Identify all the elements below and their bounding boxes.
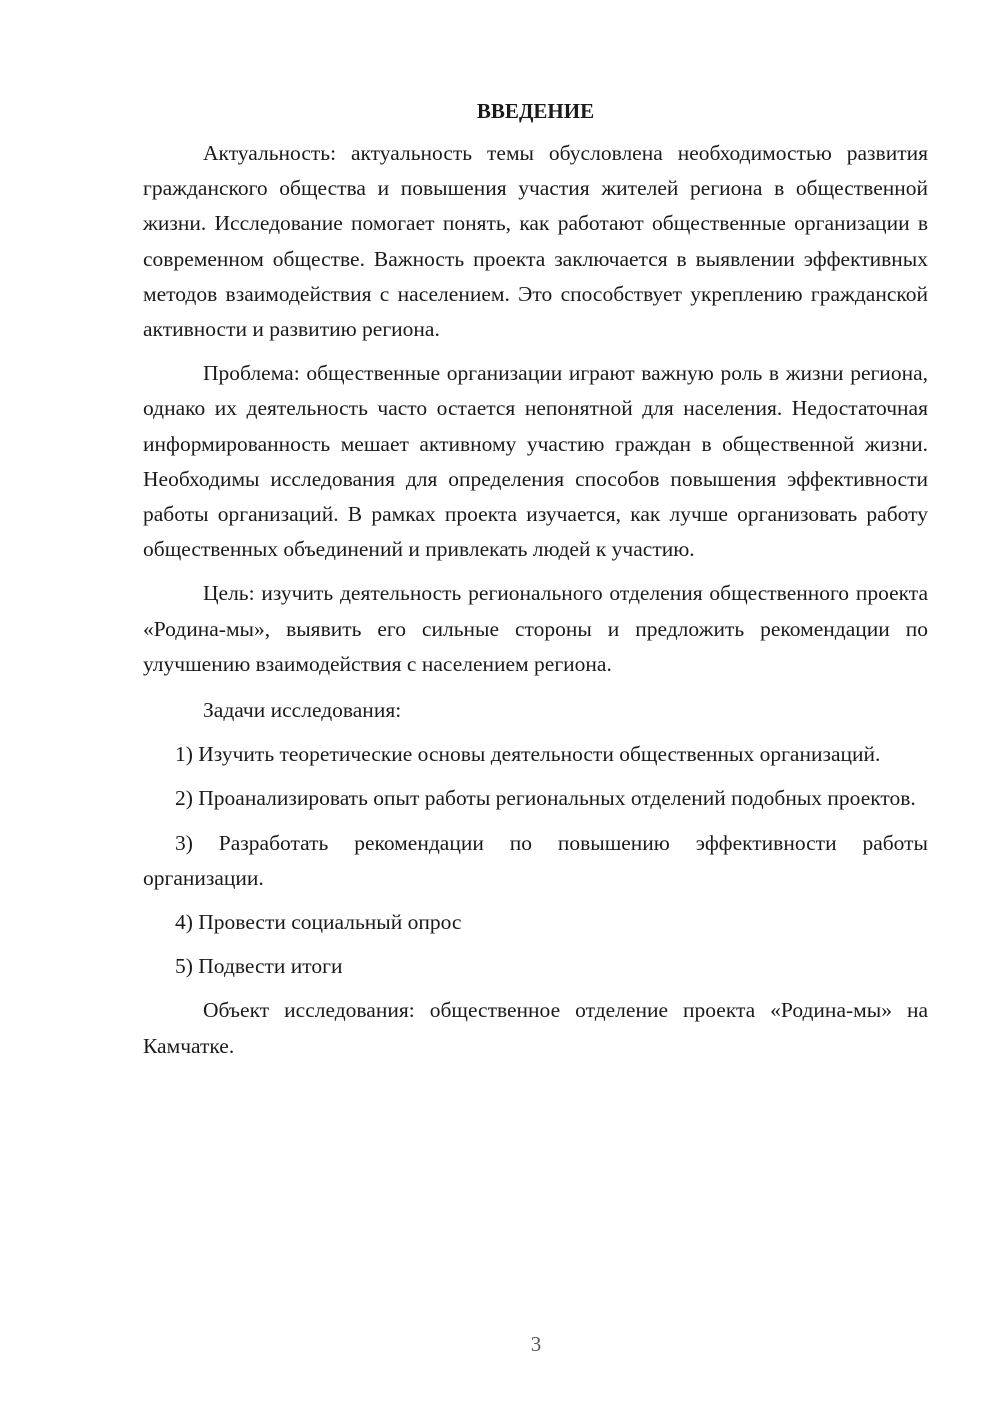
task-item-4: 4) Провести социальный опрос <box>175 910 462 935</box>
relevance-paragraph: Актуальность: актуальность темы обусловлена необходимостью развития гражданского общества и повышения участия жителей региона в общественной жизни. Исследование помогает понять, как работают общественные организации в современном обществе. Важность проекта заключается в выявлении эффективных методов взаимодействия с населением. Это способствует укреплению гражданской активности и развитию региона. <box>143 141 928 342</box>
object-paragraph: Объект исследования: общественное отделение проекта «Родина-мы» на Камчатке. <box>143 998 928 1058</box>
document-body <box>143 94 928 1064</box>
task-item-5: 5) Подвести итоги <box>175 954 343 979</box>
task-item-3: 3) Разработать рекомендации по повышению эффективности работы организации. <box>143 830 928 890</box>
task-item-2: 2) Проанализировать опыт работы региональных отделений подобных проектов. <box>175 786 916 811</box>
page-number: 3 <box>530 1332 542 1356</box>
page-title: ВВЕДЕНИЕ <box>476 99 595 123</box>
problem-paragraph: Проблема: общественные организации играют важную роль в жизни региона, однако их деятельность часто остается непонятной для населения. Недостаточная информированность мешает активному участию граждан в общественной жизни. Необходимы исследования для определения способов повышения эффективности работы организаций. В рамках проекта изучается, как лучше организовать работу общественных объединений и привлекать людей к участию. <box>143 361 928 562</box>
tasks-heading: Задачи исследования: <box>203 698 402 723</box>
goal-paragraph: Цель: изучить деятельность регионального отделения общественного проекта «Родина-мы», выявить его сильные стороны и предложить рекомендации по улучшению взаимодействия с населением региона. <box>143 581 928 676</box>
task-item-1: 1) Изучить теоретические основы деятельности общественных организаций. <box>175 742 881 767</box>
